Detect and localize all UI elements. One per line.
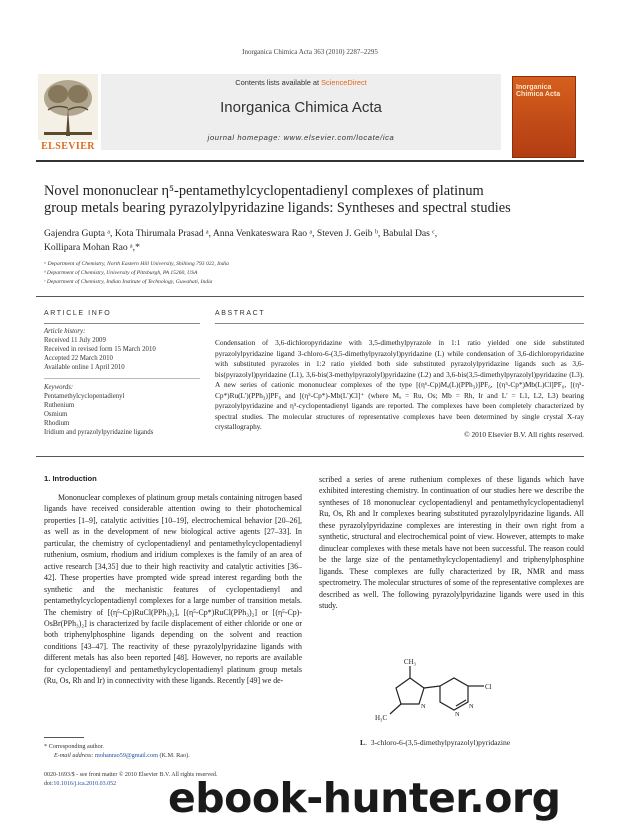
article-info-rule xyxy=(44,323,200,324)
journal-homepage[interactable]: journal homepage: www.elsevier.com/locate/ica xyxy=(207,133,395,142)
history-online: Available online 1 April 2010 xyxy=(44,363,125,371)
keyword-item: Rhodium xyxy=(44,419,70,427)
elsevier-wordmark: ELSEVIER xyxy=(41,141,95,152)
sciencedirect-link[interactable]: ScienceDirect xyxy=(321,78,367,87)
email-note xyxy=(54,752,190,759)
body-rule xyxy=(36,456,584,457)
pyridazine-nitrogen-label: N xyxy=(469,703,474,710)
keyword-item: Iridium and pyrazolylpyridazine ligands xyxy=(44,428,154,436)
abstract-heading: ABSTRACT xyxy=(215,310,266,317)
introduction-heading: 1. Introduction xyxy=(44,474,97,483)
contents-prefix: Contents lists available at xyxy=(235,78,322,87)
affiliation-c: ᶜ Department of Chemistry, Indian Institute of Technology, Guwahati, India xyxy=(44,279,213,285)
email-link[interactable]: mohanrao59@gmail.com xyxy=(95,752,158,759)
keyword-item: Osmium xyxy=(44,410,68,418)
keywords-label: Keywords: xyxy=(44,384,74,391)
pyrazole-nitrogen-label: N xyxy=(421,703,426,710)
abstract-rule xyxy=(215,323,584,324)
intro-left-column xyxy=(44,492,302,687)
issn-line: 0020-1693/$ - see front matter © 2010 Elsevier B.V. All rights reserved. xyxy=(44,772,218,778)
ligand-structure-diagram xyxy=(360,654,560,730)
doi-link[interactable]: 10.1016/j.ica.2010.03.052 xyxy=(53,781,117,787)
doi-line xyxy=(44,781,116,787)
email-label: E-mail address: xyxy=(54,752,96,759)
chlorine-label: Cl xyxy=(485,683,492,691)
affiliation-a: ᵃ Department of Chemistry, North Eastern Hill University, Shillong 793 022, India xyxy=(44,261,229,267)
ligand-caption: L. 3-chloro-6-(3,5-dimethylpyrazolyl)pyridazine xyxy=(360,738,511,747)
history-received: Received 11 July 2009 xyxy=(44,336,106,344)
methyl-top-label: CH₃ xyxy=(403,658,417,666)
corresponding-author-note: * Corresponding author. xyxy=(44,743,104,750)
footnote-rule xyxy=(44,737,84,738)
methyl-bottom-label: H₃C xyxy=(375,714,388,722)
history-revised: Received in revised form 15 March 2010 xyxy=(44,345,156,353)
pyridazine-nitrogen-label: N xyxy=(455,711,460,718)
article-info-heading: ARTICLE INFO xyxy=(44,310,112,317)
article-title xyxy=(44,183,584,217)
caption-number: L xyxy=(360,738,366,747)
title-line-2: group metals bearing pyrazolylpyridazine ligands: Syntheses and spectral studies xyxy=(44,200,511,216)
section-rule xyxy=(36,296,584,297)
caption-text: 3-chloro-6-(3,5-dimethylpyrazolyl)pyridazine xyxy=(370,738,511,747)
keywords-rule xyxy=(44,378,200,379)
title-line-1: Novel mononuclear η⁵-pentamethylcyclopentadienyl complexes of platinum xyxy=(44,183,484,199)
intro-right-column xyxy=(319,474,584,611)
affiliation-b: ᵇ Department of Chemistry, University of Pittsburgh, PA 15260, USA xyxy=(44,270,198,276)
intro-paragraph-2: scribed a series of arene ruthenium complexes of these ligands which have exhibited interesting chemistry. In continuation of our studies here we describe the syntheses of 18 mononuclear cyclopentadienyl and pentamethylcyclopentadienyl Ru, Os, Rh and Ir complexes bearing substituted pyrazolylpyridazine ligands. All these pyrazolylpyridazine complexes are interesting in their own right from a synthetic, structural and electrochemical point of view. However, attempts to make dinuclear complexes with these metals have not been successful. The reason could be the large size of the pentamethylcyclopentadienyl and triphenylphosphine ligands. These complexes are fully characterized by IR, NMR and mass spectrometry. The molecular structures of some of the representative complexes are described as well. The following pyrazolylpyridazine ligands were used in this study. xyxy=(319,475,584,610)
abstract-text: Condensation of 3,6-dichloropyridazine with 3,5-dimethylpyrazole in 1:1 ratio yielded one side substituted pyrazolylpyridazine ligand 3-chloro-6-(3,5-dimethylpyrazolyl)pyridazine (L) while condensation of 3,6-dichloropyridazine with substituted pyrazoles in 1:2 ratio yielded both side substituted pyrazolylpyridazine ligands such as 3,6-bis(pyrazolyl)pyridazine (L1), 3,6-bis(3-methylpyrazolyl)pyridazine (L2) and 3,6-bis(3,5-dimethylpyrazolyl)pyridazine (L3). A new series of cationic mononuclear complexes of the type [(η⁶-Cp)Mₐ(L)(PPh₃)]PF₆, [(η⁵-Cp*)Mb(L)Cl]PF₆, [(η⁵-Cp*)Ru(L')(PPh₃)]PF₆ and [(η⁵-Cp*)-Mb(L')Cl]⁺ (where Mₐ = Ru, Os; Mb = Rh, Ir and L' = L1, L2, L3) bearing pyrazolylpyridazine and η⁵-cyclopentadienyl ligands are reported. The complexes have been completely characterized by spectral studies. The molecular structures of representative complexes have been determined by single crystal X-ray crystallography. xyxy=(215,338,584,431)
intro-paragraph-1: Mononuclear complexes of platinum group metals containing nitrogen based ligands have received considerable attention owing to their photochemical properties [1–9], catalytic activities [10–19], electrochemical behavior [20–26], as well as in the development of new biological active agents [27–33]. In particular, the chemistry of cyclopentadienyl and pentamethylcyclopentadienyl ruthenium, osmium, rhodium and iridium complexes is the family of an area of active research [34,35] due to their high reactivity and catalytic activities [36–42]. These properties have prompted wide spread interest regarding both the synthetic and the mechanistic features of cyclopentadienyl and pentamethylcyclopentadienyl complexes for a large number of transition metals. The chemistry of [(η⁵-Cp)RuCl(PPh₃)₂], [(η⁵-Cp*)RuCl(PPh₃)₂] or [(η⁵-Cp)-OsBr(PPh₃)₂] is characterized by facile displacement of either chloride or one or both triphenylphosphine ligands depending on the solvent and reaction conditions [43–47]. The reactivity of these pyrazolylpyridazine ligands with different metals has also been reported [48]. However, no reports are available for cyclopentadienyl and pentamethylcyclopentadienyl platinum group metals (Ru, Os, Rh and Ir) in connectivity with these ligands. Recently [49] we de- xyxy=(44,493,302,686)
author-list xyxy=(44,227,584,255)
authors-line-2: Kollipara Mohan Rao ᵃ,* xyxy=(44,242,140,253)
journal-reference: Inorganica Chimica Acta 363 (2010) 2287–2295 xyxy=(242,48,378,56)
keywords-block xyxy=(44,384,194,437)
watermark-text: ebook-hunter.org xyxy=(168,774,561,822)
history-label: Article history: xyxy=(44,328,86,335)
keyword-item: Pentamethylcyclopentadienyl xyxy=(44,392,125,400)
keyword-item: Ruthenium xyxy=(44,401,75,409)
abstract-copyright: © 2010 Elsevier B.V. All rights reserved. xyxy=(464,430,584,439)
email-owner: (K.M. Rao). xyxy=(157,752,190,759)
article-history xyxy=(44,328,194,373)
contents-line xyxy=(101,78,501,87)
authors-line-1: Gajendra Gupta ᵃ, Kota Thirumala Prasad ᵃ, Anna Venkateswara Rao ᵃ, Steven J. Geib ᵇ, Babulal Das ᶜ, xyxy=(44,228,438,239)
history-accepted: Accepted 22 March 2010 xyxy=(44,354,113,362)
journal-title: Inorganica Chimica Acta xyxy=(220,99,382,116)
doi-prefix: doi: xyxy=(44,781,54,787)
cover-title: Inorganica Chimica Acta xyxy=(516,84,561,98)
header-rule xyxy=(36,160,584,162)
elsevier-tree-logo xyxy=(38,74,98,144)
